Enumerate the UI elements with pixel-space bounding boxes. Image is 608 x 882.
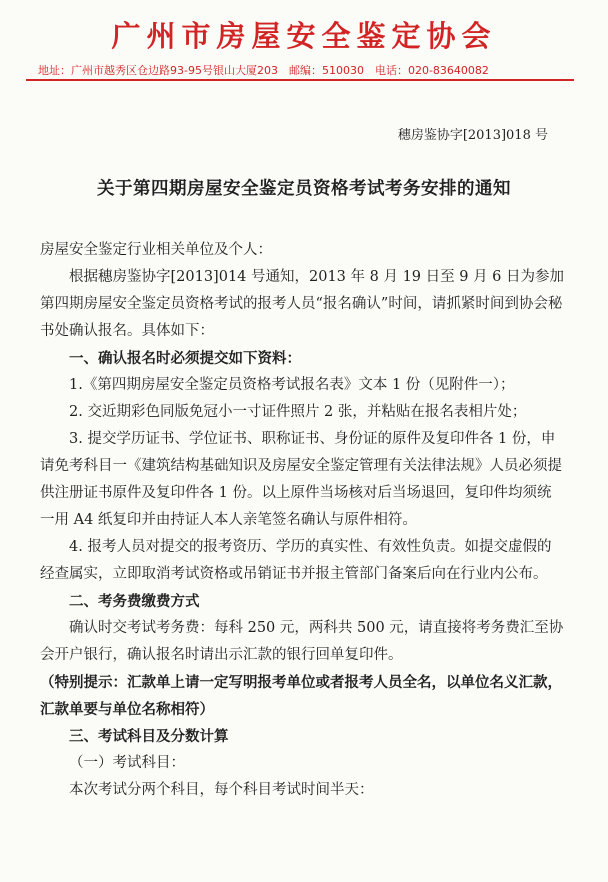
document-title: 关于第四期房屋安全鉴定员资格考试考务安排的通知: [97, 179, 511, 199]
section2-note: （特别提示：汇款单上请一定写明报考单位或者报考人员全名，以单位名义汇款，汇款单要与单位名称相符）: [40, 674, 562, 718]
section3-text: 本次考试分两个科目，每个科目考试时间半天：: [69, 782, 374, 798]
section1-item-1: 1.《第四期房屋安全鉴定员资格考试报名表》文本 1 份（见附件一）；: [69, 377, 515, 393]
letterhead-address: 地址：广州市越秀区仓边路93-95号银山大厦203 邮编：510030 电话：020-83640082: [38, 64, 489, 77]
letterhead-org-name: 广州市房屋安全鉴定协会: [111, 19, 497, 53]
document-number: 穗房鉴协字[2013]018 号: [397, 128, 548, 143]
letterhead-divider: [26, 79, 574, 81]
intro-paragraph: 根据穗房鉴协字[2013]014 号通知，2013 年 8 月 19 日至 9 月 6 日为参加第四期房屋安全鉴定员资格考试的报考人员“报名确认”时间，请抓紧时间到协会秘书处确认报名。具体如下：: [40, 269, 565, 339]
section2-heading: 二、考务费缴费方式: [69, 593, 200, 610]
section3-heading: 三、考试科目及分数计算: [69, 728, 229, 745]
section1-heading: 一、确认报名时必须提交如下资料：: [69, 350, 301, 367]
section2-text: 确认时交考试考务费：每科 250 元，两科共 500 元，请直接将考务费汇至协会开户银行，确认报名时请出示汇款的银行回单复印件。: [40, 620, 564, 663]
salutation: 房屋安全鉴定行业相关单位及个人：: [40, 242, 272, 258]
section1-item-3: 3. 提交学历证书、学位证书、职称证书、身份证的原件及复印件各 1 份，申请免考科目一《建筑结构基础知识及房屋安全鉴定管理有关法律法规》人员必须提供注册证书原件及复印件各 1 份。以上原件当场核对后当场退回，复印件均须统一用 A4 纸复印并由持证人本人亲笔签名确认与原件相符。: [40, 431, 562, 528]
document-body: [40, 237, 565, 804]
section3-sub-heading: （一）考试科目：: [69, 755, 185, 771]
section1-item-2: 2. 交近期彩色同版免冠小一寸证件照片 2 张，并粘贴在报名表相片处；: [69, 404, 527, 420]
section1-item-4: 4. 报考人员对提交的报考资历、学历的真实性、有效性负责。如提交虚假的经查属实，立即取消考试资格或吊销证书并报主管部门备案后向在行业内公布。: [40, 539, 552, 582]
